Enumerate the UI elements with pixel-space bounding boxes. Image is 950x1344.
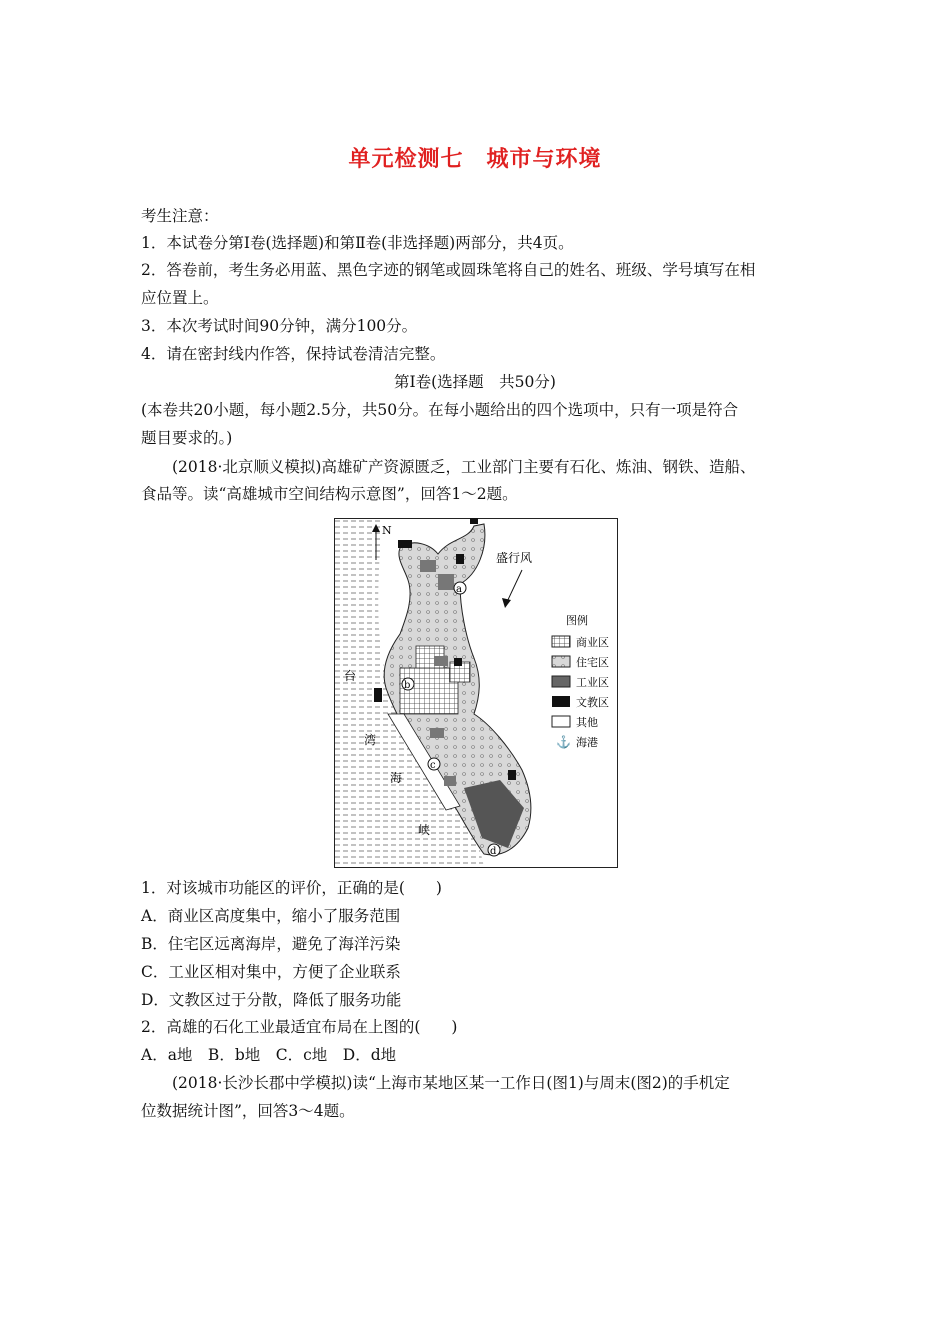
point-d: d (490, 846, 497, 857)
question-option: C．工业区相对集中，方便了企业联系 (141, 963, 401, 981)
point-c: c (430, 760, 436, 771)
legend-item: 住宅区 (576, 656, 609, 669)
section-heading: 第Ⅰ卷(选择题 共50分) (394, 373, 556, 391)
legend-item: 文教区 (576, 696, 609, 709)
intro-paragraph: (2018·长沙长郡中学模拟)读“上海市某地区某一工作日(图1)与周末(图2)的手机定 (172, 1074, 730, 1092)
intro-paragraph: 位数据统计图”，回答3～4题。 (141, 1102, 355, 1120)
notice-item: 2．答卷前，考生务必用蓝、黑色字迹的钢笔或圆珠笔将自己的姓名、班级、学号填写在相 (141, 261, 756, 279)
notice-item: 4．请在密封线内作答，保持试卷清洁完整。 (141, 345, 446, 363)
page-title: 单元检测七 城市与环境 (348, 147, 602, 172)
sea-label: 湾 (364, 733, 377, 747)
question-stem: 2．高雄的石化工业最适宜布局在上图的( ) (141, 1018, 458, 1036)
wind-label: 盛行风 (496, 551, 533, 565)
kaohsiung-city-map (334, 518, 618, 868)
legend-item: 商业区 (576, 636, 609, 649)
notice-item: 1．本试卷分第Ⅰ卷(选择题)和第Ⅱ卷(非选择题)两部分，共4页。 (141, 234, 574, 252)
north-label: N (382, 524, 392, 537)
legend-title: 图例 (566, 614, 588, 627)
intro-paragraph: 食品等。读“高雄城市空间结构示意图”，回答1～2题。 (141, 485, 518, 503)
legend-item: 海港 (576, 736, 598, 749)
notice-item: 3．本次考试时间90分钟，满分100分。 (141, 317, 418, 335)
sea-label: 台 (344, 669, 357, 683)
question-option: D．文教区过于分散，降低了服务功能 (141, 991, 402, 1009)
sea-label: 峡 (418, 823, 431, 837)
legend-item: 工业区 (576, 676, 609, 689)
intro-paragraph: (2018·北京顺义模拟)高雄矿产资源匮乏，工业部门主要有石化、炼油、钢铁、造船、 (172, 458, 756, 476)
section-desc: 题目要求的。) (141, 429, 233, 447)
anchor-icon: ⚓ (556, 735, 571, 749)
question-option: B．住宅区远离海岸，避免了海洋污染 (141, 935, 401, 953)
question-options: A．a地 B．b地 C．c地 D．d地 (141, 1046, 397, 1064)
notice-heading: 考生注意： (141, 207, 219, 225)
section-desc: (本卷共20小题，每小题2.5分，共50分。在每小题给出的四个选项中，只有一项是符合 (141, 401, 739, 419)
point-a: a (456, 584, 462, 595)
question-stem: 1．对该城市功能区的评价，正确的是( ) (141, 879, 442, 897)
sea-label: 海 (390, 771, 403, 785)
point-b: b (404, 680, 411, 691)
notice-item: 应位置上。 (141, 289, 219, 307)
question-option: A．商业区高度集中，缩小了服务范围 (141, 907, 401, 925)
legend-item: 其他 (576, 716, 598, 729)
